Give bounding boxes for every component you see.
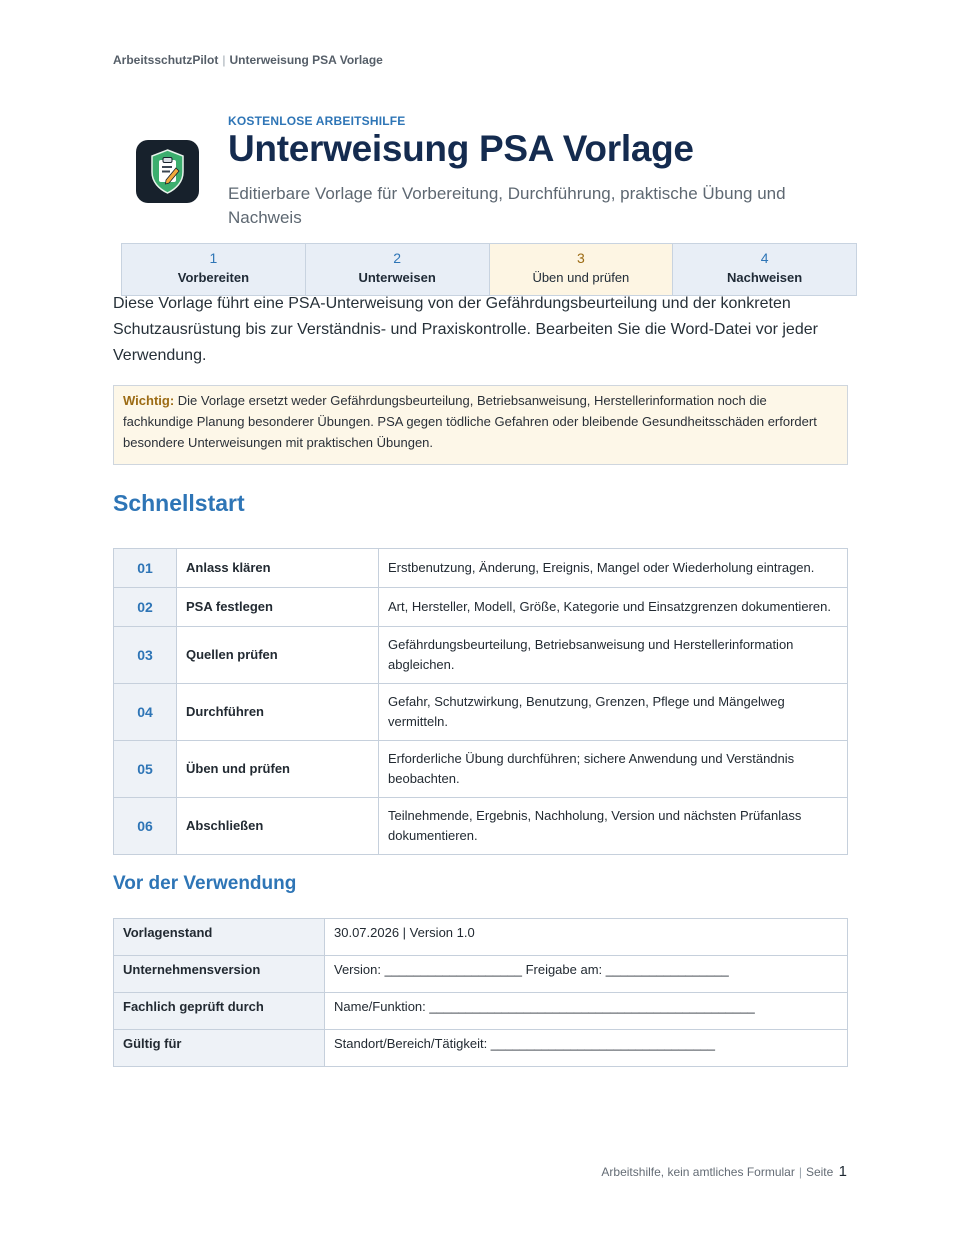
header-brand: ArbeitsschutzPilot (113, 53, 219, 67)
step-title-cell: PSA festlegen (177, 588, 379, 627)
footer-text: Arbeitshilfe, kein amtliches Formular (601, 1165, 795, 1179)
step-label: Üben und prüfen (532, 270, 630, 285)
table-row (114, 549, 848, 588)
table-row (114, 919, 848, 956)
table-row (114, 627, 848, 684)
callout-label: Wichtig: (123, 393, 175, 408)
table-row (114, 993, 848, 1030)
field-label-cell: Fachlich geprüft durch (114, 993, 325, 1030)
step-number: 1 (209, 250, 218, 266)
step-indicator (121, 243, 857, 296)
field-value-cell: Version: ___________________ Freigabe am: _________________ (325, 956, 848, 993)
step-title-cell: Abschließen (177, 798, 379, 855)
field-value-cell: 30.07.2026 | Version 1.0 (325, 919, 848, 956)
step-description-cell: Erstbenutzung, Änderung, Ereignis, Mangel oder Wiederholung eintragen. (379, 549, 848, 588)
page-subtitle: Editierbare Vorlage für Vorbereitung, Durchführung, praktische Übung und Nachweis (228, 184, 786, 227)
footer-separator: | (798, 1165, 802, 1179)
step-description-cell: Erforderliche Übung durchführen; sichere Anwendung und Verständnis beobachten. (379, 741, 848, 798)
important-callout (113, 385, 848, 465)
table-row (114, 956, 848, 993)
header-separator: | (222, 53, 226, 67)
footer-page-label: Seite (805, 1165, 834, 1179)
table-row (114, 684, 848, 741)
page-footer (601, 1163, 847, 1180)
step-description-cell: Teilnehmende, Ergebnis, Nachholung, Version und nächsten Prüfanlass dokumentieren. (379, 798, 848, 855)
section-heading-quickstart: Schnellstart (113, 490, 245, 516)
step-number: 4 (760, 250, 769, 266)
step-title-cell: Anlass klären (177, 549, 379, 588)
shield-clipboard-icon (136, 140, 199, 203)
step-number-cell: 02 (114, 588, 177, 627)
page-title: Unterweisung PSA Vorlage (228, 128, 694, 169)
step-title-cell: Durchführen (177, 684, 379, 741)
step-description-cell: Art, Hersteller, Modell, Größe, Kategorie und Einsatzgrenzen dokumentieren. (379, 588, 848, 627)
field-value-cell: Standort/Bereich/Tätigkeit: _______________________________ (325, 1030, 848, 1067)
step-title-cell: Üben und prüfen (177, 741, 379, 798)
eyebrow-label: KOSTENLOSE ARBEITSHILFE (228, 114, 406, 128)
step-number-cell: 04 (114, 684, 177, 741)
callout-text: Die Vorlage ersetzt weder Gefährdungsbeurteilung, Betriebsanweisung, Herstellerinformation noch die fachkundige Planung besonderer Übungen. PSA gegen tödliche Gefahren oder bleibende Gesundheitsschäden erfordert besondere Unterweisungen mit praktischen Übungen. (123, 393, 817, 450)
step-number-cell: 01 (114, 549, 177, 588)
field-value-cell: Name/Funktion: _____________________________________________ (325, 993, 848, 1030)
step-3-active (490, 244, 674, 295)
field-label-cell: Unternehmensversion (114, 956, 325, 993)
step-title-cell: Quellen prüfen (177, 627, 379, 684)
step-number-cell: 05 (114, 741, 177, 798)
header-doc-title: Unterweisung PSA Vorlage (229, 53, 383, 67)
before-use-table (113, 918, 848, 1067)
table-row (114, 798, 848, 855)
step-number: 2 (393, 250, 402, 266)
table-row (114, 1030, 848, 1067)
step-number-cell: 03 (114, 627, 177, 684)
step-label: Unterweisen (358, 270, 436, 285)
step-description-cell: Gefahr, Schutzwirkung, Benutzung, Grenzen, Pflege und Mängelweg vermitteln. (379, 684, 848, 741)
step-1 (122, 244, 306, 295)
step-number: 3 (576, 250, 585, 266)
app-logo (136, 140, 199, 203)
section-heading-before-use: Vor der Verwendung (113, 873, 297, 894)
step-label: Vorbereiten (177, 270, 250, 285)
table-row (114, 741, 848, 798)
page-number: 1 (838, 1163, 847, 1180)
intro-paragraph: Diese Vorlage führt eine PSA-Unterweisung von der Gefährdungsbeurteilung und der konkreten Schutzausrüstung bis zur Verständnis- und Praxiskontrolle. Bearbeiten Sie die Word-Datei vor jeder Verwendung. (113, 295, 818, 364)
step-description-cell: Gefährdungsbeurteilung, Betriebsanweisung und Herstellerinformation abgleichen. (379, 627, 848, 684)
table-row (114, 588, 848, 627)
field-label-cell: Gültig für (114, 1030, 325, 1067)
field-label-cell: Vorlagenstand (114, 919, 325, 956)
quickstart-table (113, 548, 848, 855)
step-label: Nachweisen (727, 270, 803, 285)
step-number-cell: 06 (114, 798, 177, 855)
running-header (113, 53, 383, 67)
step-2 (306, 244, 490, 295)
step-4 (673, 244, 856, 295)
